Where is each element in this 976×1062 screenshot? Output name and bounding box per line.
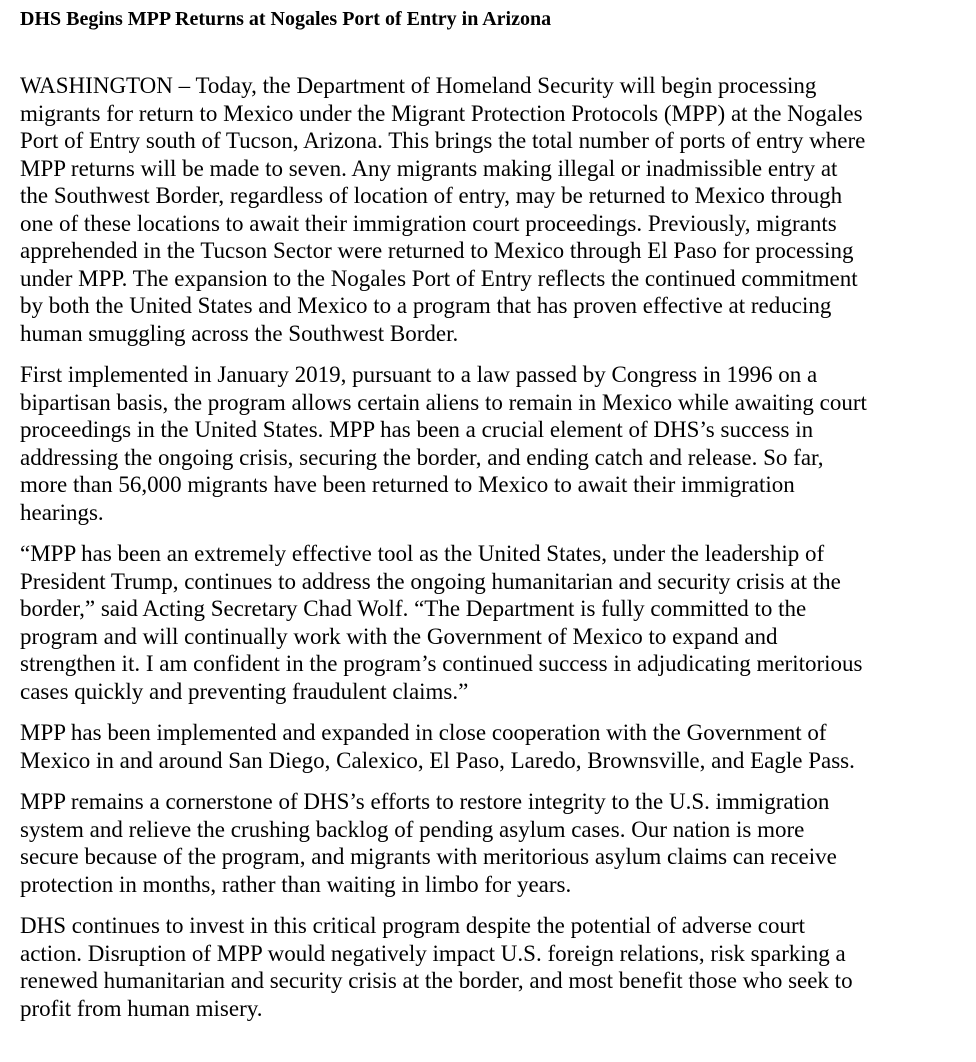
paragraph-line: apprehended in the Tucson Sector were returned to Mexico through El Paso for processing	[20, 238, 854, 263]
paragraph	[20, 361, 970, 526]
paragraph-line: system and relieve the crushing backlog of pending asylum cases. Our nation is more	[20, 816, 805, 842]
paragraph-line: bipartisan basis, the program allows certain aliens to remain in Mexico while awaiting court	[20, 389, 867, 415]
paragraph-line: border,” said Acting Secretary Chad Wolf. “The Department is fully committed to the	[20, 596, 807, 621]
paragraph-line: action. Disruption of MPP would negatively impact U.S. foreign relations, risk sparking a	[20, 940, 846, 966]
paragraph-line: “MPP has been an extremely effective tool as the United States, under the leadership of	[20, 541, 825, 566]
paragraph-line: the Southwest Border, regardless of location of entry, may be returned to Mexico through	[20, 183, 843, 208]
paragraph	[20, 540, 970, 705]
paragraph	[20, 912, 970, 1022]
paragraph-line: renewed humanitarian and security crisis at the border, and most benefit those who seek to	[20, 968, 853, 993]
paragraph-line: MPP has been implemented and expanded in close cooperation with the Government of	[20, 720, 827, 745]
paragraph-line: secure because of the program, and migrants with meritorious asylum claims can receive	[20, 844, 837, 869]
paragraph-line: human smuggling across the Southwest Border.	[20, 320, 459, 346]
paragraph-line: President Trump, continues to address the ongoing humanitarian and security crisis at the	[20, 568, 841, 594]
paragraph-line: proceedings in the United States. MPP has been a crucial element of DHS’s success in	[20, 417, 814, 442]
paragraph-line: DHS continues to invest in this critical program despite the potential of adverse court	[20, 913, 805, 938]
paragraph-line: migrants for return to Mexico under the Migrant Protection Protocols (MPP) at the Nogales	[20, 100, 863, 126]
paragraph-line: MPP remains a cornerstone of DHS’s efforts to restore integrity to the U.S. immigration	[20, 789, 830, 814]
paragraph-line: WASHINGTON – Today, the Department of Homeland Security will begin processing	[20, 73, 817, 98]
paragraph-line: Mexico in and around San Diego, Calexico, El Paso, Laredo, Brownsville, and Eagle Pass.	[20, 747, 855, 773]
paragraph-line: strengthen it. I am confident in the program’s continued success in adjudicating meritorious	[20, 651, 863, 676]
press-release	[20, 6, 970, 1036]
paragraph-line: cases quickly and preventing fraudulent claims.”	[20, 678, 469, 704]
paragraph-line: Port of Entry south of Tucson, Arizona. This brings the total number of ports of entry where	[20, 128, 866, 153]
paragraph-line: by both the United States and Mexico to a program that has proven effective at reducing	[20, 293, 832, 318]
paragraph-line: more than 56,000 migrants have been returned to Mexico to await their immigration	[20, 472, 795, 497]
paragraph-line: First implemented in January 2019, pursuant to a law passed by Congress in 1996 on a	[20, 362, 818, 387]
paragraph-line: profit from human misery.	[20, 995, 263, 1021]
paragraph	[20, 719, 970, 774]
paragraph	[20, 72, 970, 347]
paragraph-line: one of these locations to await their immigration court proceedings. Previously, migrants	[20, 210, 837, 236]
paragraph-line: protection in months, rather than waiting in limbo for years.	[20, 871, 572, 897]
page-title: DHS Begins MPP Returns at Nogales Port of Entry in Arizona	[20, 8, 552, 30]
article-body	[20, 72, 970, 1022]
paragraph-line: under MPP. The expansion to the Nogales Port of Entry reflects the continued commitment	[20, 265, 858, 291]
paragraph	[20, 788, 970, 898]
paragraph-line: MPP returns will be made to seven. Any migrants making illegal or inadmissible entry at	[20, 155, 838, 181]
paragraph-line: program and will continually work with the Government of Mexico to expand and	[20, 623, 778, 649]
paragraph-line: hearings.	[20, 499, 104, 525]
paragraph-line: addressing the ongoing crisis, securing the border, and ending catch and release. So far,	[20, 444, 824, 470]
